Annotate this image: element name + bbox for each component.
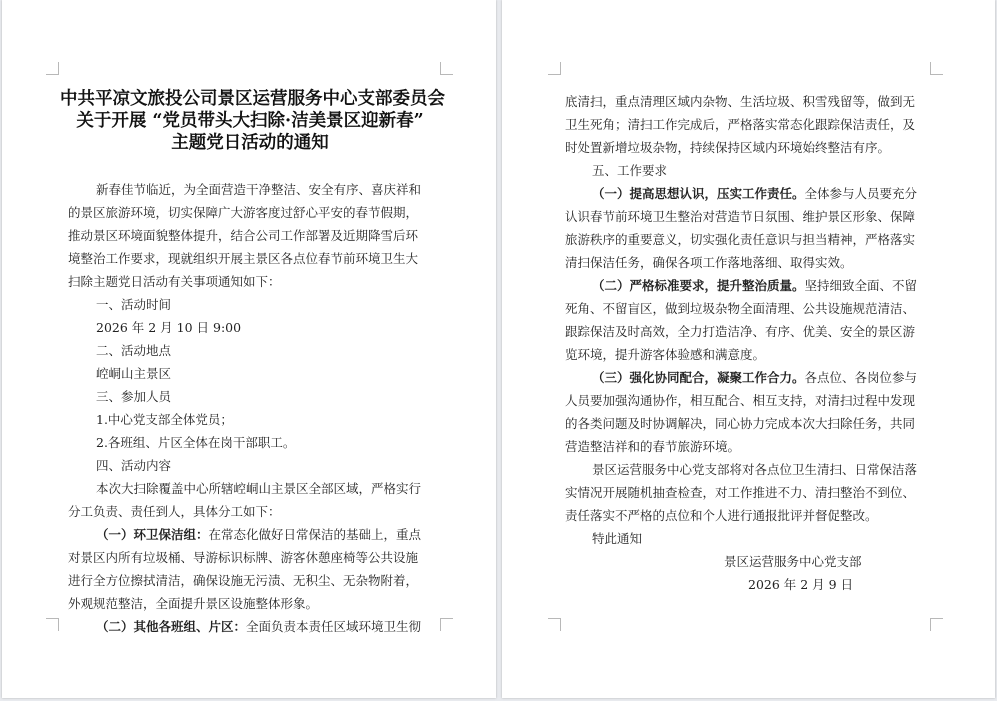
content-intro-line: 分工负责、责任到人，具体分工如下： <box>68 504 281 519</box>
activity-time: 2026 年 2 月 10 日 9:00 <box>96 320 242 335</box>
section-heading-content: 四、活动内容 <box>96 458 172 473</box>
requirement-1-text: 全体参与人员要充分 <box>804 186 918 201</box>
requirement-3-line: 人员要加强沟通协作，相互配合、相互支持，对清扫过程中发现 <box>565 393 916 408</box>
intro-line: 新春佳节临近，为全面营造干净整洁、安全有序、喜庆祥和 <box>96 182 422 197</box>
requirement-2-line: 跟踪保洁及时高效，全力打造洁净、有序、优美、安全的景区游 <box>565 324 916 339</box>
closing-line: 实情况开展随机抽查检查，对工作推进不力、清扫整治不到位、 <box>565 485 916 500</box>
intro-line: 扫除主题党日活动有关事项通知如下： <box>68 274 281 289</box>
participant-item: 2.各班组、片区全体在岗干部职工。 <box>96 435 296 450</box>
requirement-2-line: 死角、不留盲区，做到垃圾杂物全面清理、公共设施规范清洁、 <box>565 301 916 316</box>
participant-item: 1.中心党支部全体党员； <box>96 412 233 427</box>
requirement-2-line <box>592 277 917 294</box>
document-title <box>60 88 445 154</box>
other-teams-line <box>96 618 421 635</box>
requirement-1-line: 清扫保洁任务，确保各项工作落地落细、取得实效。 <box>565 255 853 270</box>
requirement-3-line: 营造整洁祥和的春节旅游环境。 <box>565 439 741 454</box>
requirement-1-line <box>592 185 917 202</box>
sanitation-team-line: 外观规范整洁，全面提升景区设施整体形象。 <box>68 596 319 611</box>
section-heading-requirements: 五、工作要求 <box>592 163 668 178</box>
crop-mark <box>930 618 943 631</box>
requirement-3-line: 的各类问题及时协调解决，同心协力完成本次大扫除任务，共同 <box>565 416 916 431</box>
sanitation-team-label: （一）环卫保洁组： <box>96 527 209 542</box>
activity-location: 崆峒山主景区 <box>96 366 172 381</box>
sanitation-team-line: 对景区内所有垃圾桶、导游标识标牌、游客休憩座椅等公共设施 <box>68 550 419 565</box>
other-teams-text: 全面负责本责任区域环境卫生彻 <box>246 619 422 634</box>
crop-mark <box>930 62 943 75</box>
title-line: 中共平凉文旅投公司景区运营服务中心支部委员会 <box>60 89 445 109</box>
requirement-1-line: 认识春节前环境卫生整治对营造节日氛围、维护景区形象、保障 <box>565 209 916 224</box>
sanitation-team-text: 在常态化做好日常保洁的基础上，重点 <box>208 527 422 542</box>
requirement-2-line: 览环境，提升游客体验感和满意度。 <box>565 347 766 362</box>
intro-line: 境整治工作要求，现就组织开展主景区各点位春节前环境卫生大 <box>68 251 419 266</box>
signature-organization: 景区运营服务中心党支部 <box>724 554 862 569</box>
requirement-3-line <box>592 369 917 386</box>
section-heading-time: 一、活动时间 <box>96 297 172 312</box>
intro-line: 推动景区环境面貌整体提升，结合公司工作部署及近期降雪后环 <box>68 228 419 243</box>
crop-mark <box>548 618 561 631</box>
other-teams-label: （二）其他各班组、片区： <box>96 619 247 634</box>
requirement-3-text: 各点位、各岗位参与 <box>804 370 918 385</box>
other-teams-line: 底清扫，重点清理区域内杂物、生活垃圾、积雪残留等，做到无 <box>565 94 916 109</box>
title-line: 主题党日活动的通知 <box>171 133 329 153</box>
requirement-1-line: 旅游秩序的重要意义，切实强化责任意识与担当精神，严格落实 <box>565 232 916 247</box>
sanitation-team-line: 进行全方位擦拭清洁，确保设施无污渍、无积尘、无杂物附着， <box>68 573 419 588</box>
section-heading-participants: 三、参加人员 <box>96 389 172 404</box>
requirement-2-label: （二）严格标准要求，提升整治质量。 <box>592 278 805 293</box>
requirement-1-label: （一）提高思想认识，压实工作责任。 <box>592 186 805 201</box>
crop-mark <box>46 62 59 75</box>
content-intro-line: 本次大扫除覆盖中心所辖崆峒山主景区全部区域，严格实行 <box>96 481 422 496</box>
crop-mark <box>46 618 59 631</box>
closing-line: 责任落实不严格的点位和个人进行通报批评并督促整改。 <box>565 508 878 523</box>
closing-line: 景区运营服务中心党支部将对各点位卫生清扫、日常保洁落 <box>592 462 918 477</box>
crop-mark <box>548 62 561 75</box>
other-teams-line: 时处置新增垃圾杂物，持续保持区域内环境始终整洁有序。 <box>565 140 891 155</box>
section-heading-location: 二、活动地点 <box>96 343 172 358</box>
sign-off: 特此通知 <box>592 531 643 546</box>
crop-mark <box>440 62 453 75</box>
requirement-2-text: 坚持细致全面、不留 <box>804 278 918 293</box>
intro-line: 的景区旅游环境，切实保障广大游客度过舒心平安的春节假期， <box>68 205 419 220</box>
sanitation-team-line <box>96 526 421 543</box>
requirement-3-label: （三）强化协同配合，凝聚工作合力。 <box>592 370 805 385</box>
crop-mark <box>440 618 453 631</box>
signature-date: 2026 年 2 月 9 日 <box>748 577 854 592</box>
other-teams-line: 卫生死角；清扫工作完成后，严格落实常态化跟踪保洁责任，及 <box>565 117 916 132</box>
title-line: 关于开展 “党员带头大扫除·洁美景区迎新春” <box>76 111 424 131</box>
